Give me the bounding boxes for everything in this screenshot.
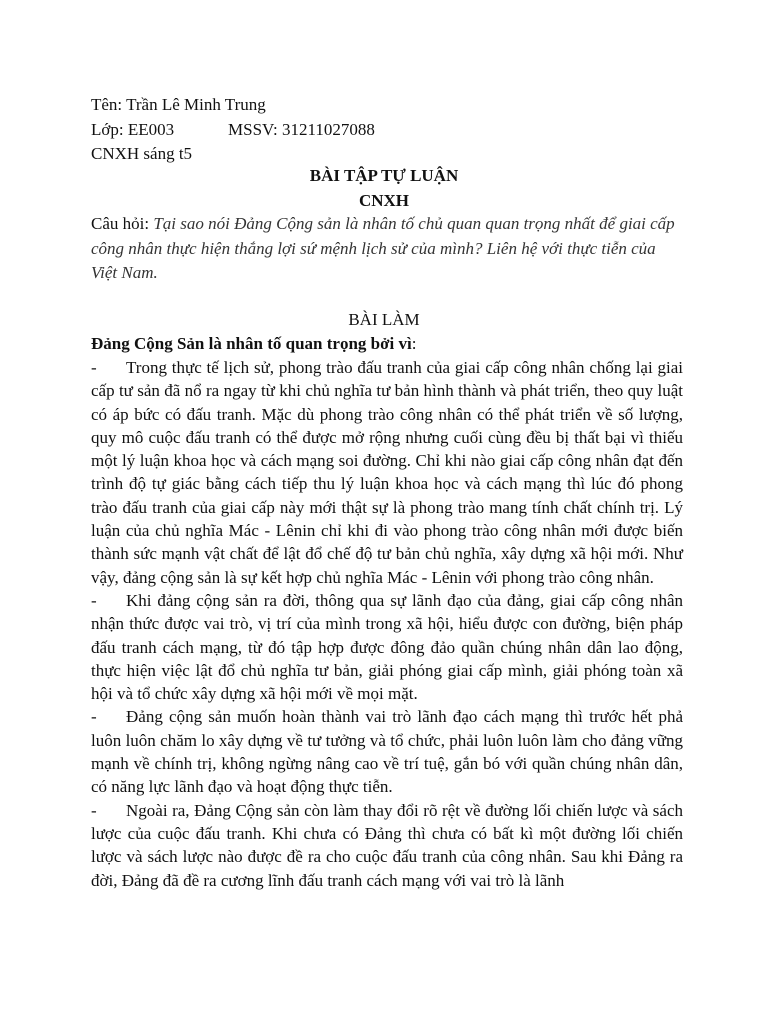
question-text: Tại sao nói Đảng Cộng sản là nhân tố chủ quan quan trọng nhất để giai cấp công nhân thực hiện thắng lợi sứ mệnh lịch sử của mình? Liên hệ với thực tiễn của Việt Nam.: [91, 214, 675, 282]
course-session: CNXH sáng t5: [91, 144, 193, 163]
assignment-title: BÀI TẬP TỰ LUẬN: [309, 166, 459, 185]
assignment-titles: [0, 164, 768, 213]
answer-lead-colon: :: [411, 334, 417, 353]
paragraph-text: Khi đảng cộng sản ra đời, thông qua sự lãnh đạo của đảng, giai cấp công nhân nhận thức được vai trò, vị trí của mình trong xã hội, hiểu được con đường, biện pháp đấu tranh cách mạng, từ đó tập hợp được đông đảo quần chúng nhân dân lao động, thực hiện việc lật đổ chủ nghĩa tư bản, giải phóng giai cấp mình, giải phóng toàn xã hội và tổ chức xây dựng xã hội mới về mọi mặt.: [91, 590, 683, 704]
student-name: Tên: Trần Lê Minh Trung: [91, 95, 266, 114]
bullet-dash: -: [91, 590, 97, 610]
question-label: Câu hỏi:: [91, 214, 150, 233]
answer-title: BÀI LÀM: [348, 310, 420, 329]
student-id: MSSV: 31211027088: [228, 119, 375, 139]
answer-paragraph-4: [91, 799, 683, 892]
bullet-dash: -: [91, 358, 97, 377]
answer-body: [91, 356, 683, 892]
paragraph-text: Trong thực tế lịch sử, phong trào đấu tranh của giai cấp công nhân chống lại giai cấp tư sản đã nổ ra ngay từ khi chủ nghĩa tư bản hình thành và phát triển, theo quy luật có áp bức có đấu tranh. Mặc dù phong trào công nhân có thể phát triển về số lượng, quy mô cuộc đấu tranh có thể được mở rộng nhưng cuối cùng đều bị thất bại vì thiếu một lý luận khoa học và cách mạng soi đường. Chỉ khi nào giai cấp công nhân đạt đến trình độ tự giác bằng cách tiếp thu lý luận khoa học và cách mạng thì lúc đó phong trào đấu tranh của giai cấp này mới thật sự là phong trào mang tính chất chính trị. Lý luận của chủ nghĩa Mác - Lênin chỉ khi đi vào phong trào công nhân mới được biến thành sức mạnh vật chất để lật đổ chế độ tư bản chủ nghĩa, xây dựng xã hội mới. Như vậy, đảng cộng sản là sự kết hợp chủ nghĩa Mác - Lênin với phong trào công nhân.: [91, 358, 683, 587]
bullet-dash: -: [91, 707, 97, 727]
paragraph-text: Ngoài ra, Đảng Cộng sản còn làm thay đổi rõ rệt về đường lối chiến lược và sách lược của cuộc đấu tranh. Khi chưa có Đảng thì chưa có bất kì một đường lối chiến lược và sách lược nào được đề ra cho cuộc đấu tranh của công nhân. Sau khi Đảng ra đời, Đảng đã đề ra cương lĩnh đấu tranh cách mạng với vai trò là lãnh: [91, 800, 683, 890]
bullet-dash: -: [91, 800, 97, 820]
answer-paragraph-3: [91, 705, 683, 798]
student-info: [91, 93, 375, 167]
answer-paragraph-2: [91, 589, 683, 705]
answer-lead: [91, 332, 416, 356]
question-block: [91, 212, 683, 286]
answer-paragraph-1: [91, 356, 683, 589]
class-code: Lớp: EE003: [91, 119, 175, 139]
class-and-id-line: [91, 118, 375, 143]
subject-title: CNXH: [358, 190, 410, 210]
answer-lead-text: Đảng Cộng Sản là nhân tố quan trọng bởi vì: [91, 334, 412, 353]
paragraph-text: Đảng cộng sản muốn hoàn thành vai trò lãnh đạo cách mạng thì trước hết phả luôn luôn chăm lo xây dựng về tư tưởng và tổ chức, phải luôn luôn làm cho đảng vững mạnh về chính trị, không ngừng nâng cao về trí tuệ, gắn bó với quần chúng nhân dân, có năng lực lãnh đạo và hoạt động thực tiễn.: [91, 707, 683, 797]
